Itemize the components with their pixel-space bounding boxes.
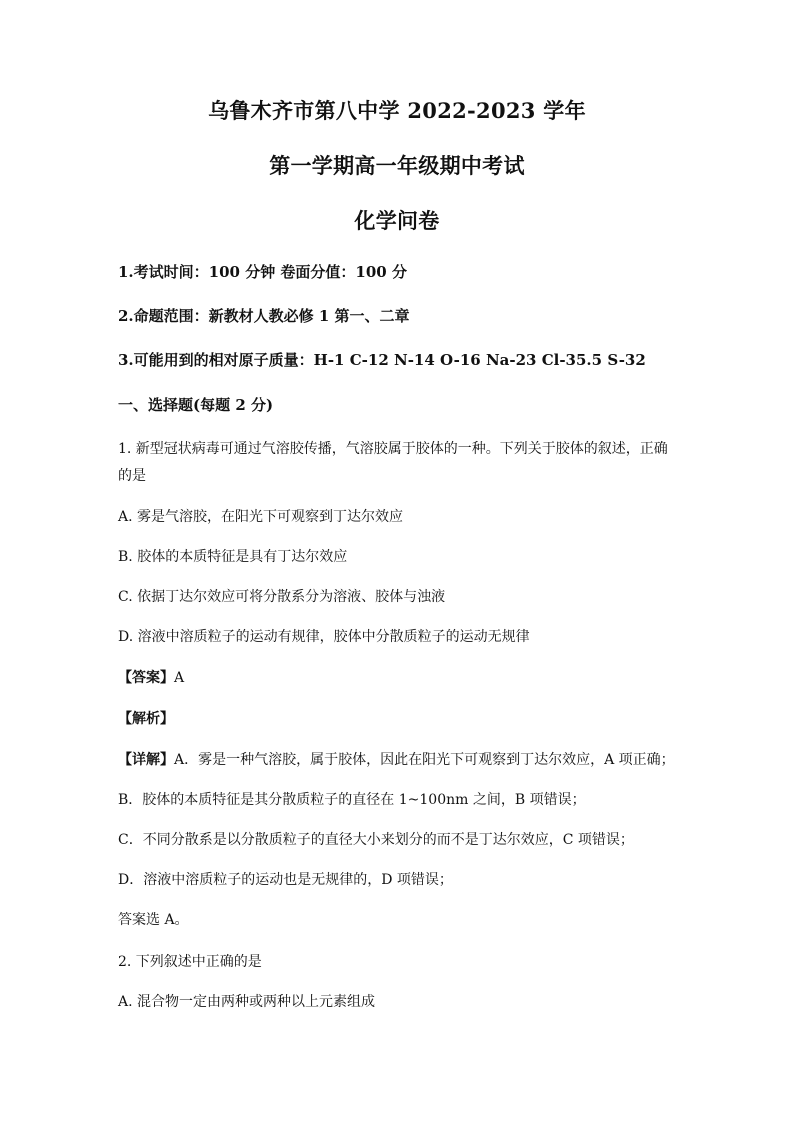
answer-value: A: [174, 670, 185, 686]
q1-option-a: A. 雾是气溶胶，在阳光下可观察到丁达尔效应: [118, 509, 404, 525]
q1-option-b: B. 胶体的本质特征是具有丁达尔效应: [118, 549, 348, 565]
q2-stem: 2. 下列叙述中正确的是: [118, 954, 262, 970]
q1-option-d: D. 溶液中溶质粒子的运动有规律，胶体中分散质粒子的运动无规律: [118, 629, 530, 645]
q1-analysis-tag: 【解析】: [118, 711, 174, 727]
q1-detail-a: [118, 750, 678, 770]
exam-title-line3: 化学问卷: [354, 208, 440, 233]
detail-a-text: A．雾是一种气溶胶，属于胶体，因此在阳光下可观察到丁达尔效应，A 项正确；: [174, 752, 675, 768]
exam-info-time: 1.考试时间：100 分钟 卷面分值：100 分: [118, 263, 407, 281]
q1-stem-line2: 的是: [118, 468, 146, 484]
exam-info-scope: 2.命题范围：新教材人教必修 1 第一、二章: [118, 307, 410, 325]
answer-tag: 【答案】: [118, 670, 174, 686]
q2-option-a: A. 混合物一定由两种或两种以上元素组成: [118, 994, 376, 1010]
q1-option-c: C. 依据丁达尔效应可将分散系分为溶液、胶体与浊液: [118, 589, 446, 605]
q1-detail-b: B．胶体的本质特征是其分散质粒子的直径在 1~100nm 之间，B 项错误；: [118, 792, 586, 808]
exam-info-atomic-mass: 3.可能用到的相对原子质量：H-1 C-12 N-14 O-16 Na-23 Cl-35.5 S-32: [118, 351, 646, 369]
detail-tag: 【详解】: [118, 752, 174, 768]
q1-answer: [118, 668, 678, 688]
q1-stem-line1: 1. 新型冠状病毒可通过气溶胶传播，气溶胶属于胶体的一种。下列关于胶体的叙述，正确: [118, 441, 668, 457]
q1-conclusion: 答案选 A。: [118, 912, 189, 928]
section-heading: 一、选择题(每题 2 分): [118, 396, 274, 414]
q1-detail-c: C．不同分散系是以分散质粒子的直径大小来划分的而不是丁达尔效应，C 项错误；: [118, 832, 634, 848]
exam-title-line1: 乌鲁木齐市第八中学 2022-2023 学年: [208, 98, 586, 123]
exam-title-line2: 第一学期高一年级期中考试: [269, 153, 525, 178]
q1-detail-d: D．溶液中溶质粒子的运动也是无规律的，D 项错误；: [118, 872, 453, 888]
